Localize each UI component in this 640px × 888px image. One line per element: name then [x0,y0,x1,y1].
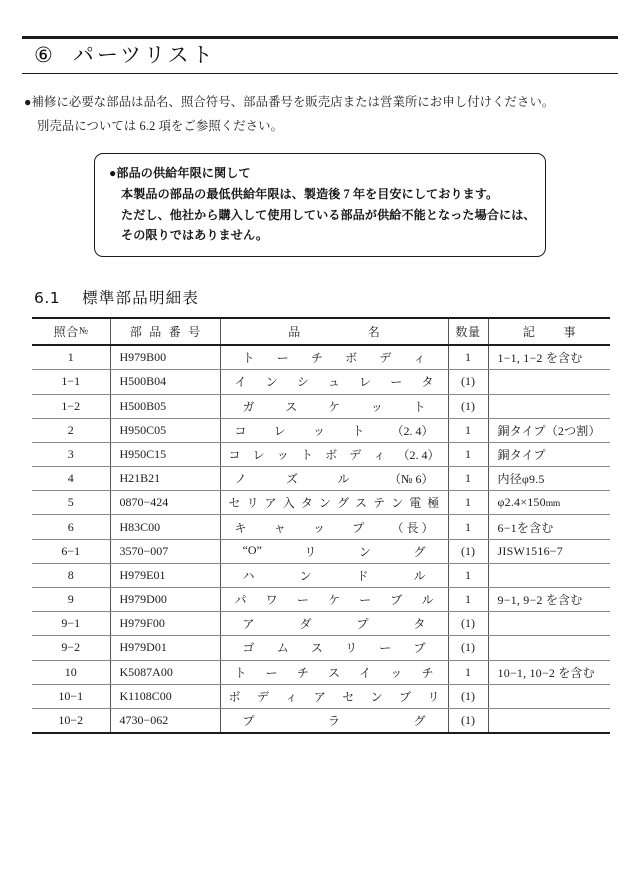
cell-part-number: K1108C00 [110,684,220,708]
part-name-glyph: チ [421,665,434,680]
cell-part-number: 3570−007 [110,539,220,563]
parts-table-wrapper [32,317,610,734]
remarks-text: 銅タイプ（2つ割） [497,423,601,438]
part-name-glyph: ブ [399,689,412,704]
part-name-glyph: リ [427,689,440,704]
cell-part-number: H500B04 [110,370,220,394]
part-name-glyph: セ [342,689,355,704]
cell-ref-no: 9 [32,588,110,612]
part-name-glyph: レ [273,423,286,438]
table-row [32,612,610,636]
part-name-glyph: ー [265,665,278,680]
part-name-glyph: 入 [282,496,295,511]
cell-ref-no: 8 [32,563,110,587]
cell-quantity: 1 [448,418,488,442]
section-number: 6.1 [34,289,61,308]
table-row [32,491,610,515]
cell-ref-no: 10 [32,660,110,684]
cell-part-name [220,467,448,491]
cell-remarks [488,684,610,708]
part-name-glyph: イ [234,375,247,390]
cell-part-name [220,708,448,733]
part-name-glyph: チ [296,665,309,680]
cell-quantity: 1 [448,491,488,515]
cell-part-name [220,539,448,563]
cell-part-number: H83C00 [110,515,220,539]
part-name-glyph: コ [228,447,241,462]
cell-quantity: 1 [448,515,488,539]
cell-quantity: 1 [448,563,488,587]
part-name-glyph: チ [310,351,323,366]
cell-remarks [488,370,610,394]
cell-quantity: 1 [448,345,488,370]
cell-remarks [488,612,610,636]
cell-part-number: H21B21 [110,467,220,491]
part-name-glyph: イ [359,665,372,680]
cell-quantity: (1) [448,539,488,563]
chapter-number: ⑥ [34,43,53,67]
cell-part-number: H979F00 [110,612,220,636]
cell-ref-no: 2 [32,418,110,442]
part-name-glyph: ブ [413,641,426,656]
part-name-glyph: ケ [327,399,340,414]
part-name-glyph: ト [413,399,426,414]
cell-remarks [488,491,610,515]
column-header-ref-no [32,318,110,345]
column-header-name-b: 名 [367,325,380,340]
part-name-glyph: ボ [345,351,358,366]
intro-line-1: ●補修に必要な部品は品名、照合符号、部品番号を販売店または営業所にお申し付けください。 [24,95,555,109]
part-name-glyph: ン [265,375,278,390]
cell-ref-no: 10−1 [32,684,110,708]
part-name-glyph: ダ [299,617,312,632]
cell-part-number: K5087A00 [110,660,220,684]
part-name-glyph: （ 長 ） [391,520,434,535]
notice-line-3: ただし、他社から購入して使用している部品が供給不能となった場合には、 [121,207,536,222]
cell-part-number: H979B00 [110,345,220,370]
cell-part-number: H950C15 [110,442,220,466]
column-header-name-a: 品 [288,325,301,340]
part-name-glyph: ー [379,641,392,656]
table-row [32,345,610,370]
part-name-glyph: （2. 4） [391,423,434,438]
cell-remarks [488,467,610,491]
part-name-glyph: リ [246,496,259,511]
part-name-glyph: ボ [325,447,338,462]
cell-ref-no: 9−2 [32,636,110,660]
cell-part-number: H979E01 [110,563,220,587]
cell-remarks [488,660,610,684]
cell-ref-no: 10−2 [32,708,110,733]
part-name-glyph: ン [370,689,383,704]
column-header-part-no: 部 品 番 号 [110,318,220,345]
part-name-glyph: ス [310,641,323,656]
cell-quantity: 1 [448,442,488,466]
part-name-glyph: ッ [276,447,289,462]
part-name-glyph: 電 [409,496,422,511]
part-name-glyph: （2. 4） [397,447,440,462]
cell-quantity: (1) [448,394,488,418]
cell-part-name [220,491,448,515]
cell-quantity: 1 [448,467,488,491]
cell-ref-no: 3 [32,442,110,466]
cell-part-name [220,660,448,684]
part-name-glyph: グ [413,714,426,729]
part-name-glyph: （№ 6） [389,472,434,487]
part-name-glyph: ン [391,496,404,511]
cell-part-name [220,684,448,708]
cell-part-name [220,612,448,636]
column-header-part-name [220,318,448,345]
remarks-text: 6−1を含む [497,520,554,535]
part-name-glyph: レ [359,375,372,390]
table-row [32,418,610,442]
cell-remarks [488,636,610,660]
part-name-glyph: ラ [327,714,340,729]
part-name-glyph: コ [234,423,247,438]
cell-part-number: 4730−062 [110,708,220,733]
section-title: 標準部品明細表 [82,289,200,308]
cell-quantity: (1) [448,708,488,733]
part-name-glyph: グ [336,496,349,511]
cell-part-name [220,515,448,539]
part-name-glyph: ケ [327,593,340,608]
part-name-glyph: ャ [273,520,286,535]
part-name-glyph: ル [413,568,426,583]
part-name-glyph: 極 [427,496,440,511]
cell-quantity: (1) [448,684,488,708]
cell-quantity: (1) [448,612,488,636]
intro-line-2: 別売品については 6.2 項をご参照ください。 [37,118,284,133]
cell-ref-no: 1 [32,345,110,370]
unit-mm: mm [545,499,560,510]
part-name-glyph: セ [228,496,241,511]
column-header-quantity: 数量 [448,318,488,345]
part-name-glyph: ッ [312,423,325,438]
part-name-glyph: ア [264,496,277,511]
table-row [32,660,610,684]
part-name-glyph: ー [296,593,309,608]
part-name-glyph: ッ [390,665,403,680]
cell-part-name [220,442,448,466]
cell-part-name [220,345,448,370]
remarks-text: φ2.4×150mm [497,495,560,510]
part-name-glyph: シ [296,375,309,390]
part-name-glyph: ル [421,593,434,608]
cell-quantity: 1 [448,660,488,684]
cell-quantity: 1 [448,588,488,612]
remarks-text: 1−1, 1−2 を含む [497,351,583,366]
part-name-glyph: タ [421,375,434,390]
part-name-glyph: キ [234,520,247,535]
part-name-glyph: ア [242,617,255,632]
part-name-glyph: ズ [286,472,299,487]
part-name-glyph: ン [318,496,331,511]
part-name-glyph: タ [413,617,426,632]
remarks-text: JISW1516−7 [497,543,563,558]
part-name-glyph: ボ [228,689,241,704]
cell-part-name [220,394,448,418]
cell-ref-no: 1−2 [32,394,110,418]
notice-line-1: ●部品の供給年限に関して [109,165,251,180]
table-row [32,636,610,660]
cell-remarks [488,345,610,370]
cell-part-name [220,563,448,587]
section-heading [34,286,640,308]
standard-parts-table [32,317,610,734]
part-name-glyph: “O” [242,542,262,557]
part-name-glyph: ワ [265,593,278,608]
cell-remarks [488,708,610,733]
table-row [32,708,610,733]
part-name-glyph: ト [300,447,313,462]
cell-remarks [488,539,610,563]
part-name-glyph: ハ [242,568,255,583]
cell-ref-no: 6 [32,515,110,539]
part-name-glyph: レ [252,447,265,462]
table-row [32,370,610,394]
table-row [32,467,610,491]
table-body [32,345,610,733]
part-name-glyph: ガ [242,399,255,414]
table-header-row [32,318,610,345]
column-header-remarks-a: 記 [522,325,535,340]
part-name-glyph: ス [355,496,368,511]
table-row [32,539,610,563]
chapter-title: パーツリスト [72,43,216,67]
part-name-glyph: ト [242,351,255,366]
notice-line-4: その限りではありません。 [121,228,269,243]
part-name-glyph: パ [234,593,247,608]
part-name-glyph: グ [413,544,426,559]
part-name-glyph: ィ [373,447,386,462]
intro-paragraph [24,91,616,139]
part-name-glyph: ゴ [242,641,255,656]
part-name-glyph: リ [345,641,358,656]
part-name-glyph: ド [356,568,369,583]
part-name-glyph: ー [276,351,289,366]
table-row [32,515,610,539]
part-name-glyph: ス [285,399,298,414]
notice-box-wrapper [0,153,640,257]
part-name-glyph: テ [373,496,386,511]
cell-part-number: H500B05 [110,394,220,418]
chapter-header [22,36,618,74]
part-name-glyph: ー [390,375,403,390]
part-name-glyph: ン [299,568,312,583]
cell-ref-no: 4 [32,467,110,491]
cell-quantity: (1) [448,636,488,660]
part-name-glyph: ッ [370,399,383,414]
cell-part-number: H950C05 [110,418,220,442]
part-name-glyph: ィ [413,351,426,366]
remarks-text: 内径φ9.5 [497,472,545,487]
cell-remarks [488,588,610,612]
table-row [32,442,610,466]
part-name-glyph: ー [359,593,372,608]
column-header-ref-sup: № [78,326,88,337]
cell-remarks [488,442,610,466]
cell-remarks [488,418,610,442]
document-page [0,36,640,888]
cell-part-number: 0870−424 [110,491,220,515]
table-row [32,563,610,587]
column-header-remarks-b: 事 [563,325,576,340]
part-name-glyph: ト [234,665,247,680]
table-row [32,588,610,612]
part-name-glyph: リ [304,544,317,559]
supply-period-notice [94,153,546,257]
notice-line-2: 本製品の部品の最低供給年限は、製造後 7 年を目安にしております。 [121,186,499,201]
part-name-glyph: ア [313,689,326,704]
cell-part-number: H979D00 [110,588,220,612]
table-row [32,684,610,708]
part-name-glyph: デ [379,351,392,366]
cell-remarks [488,515,610,539]
cell-ref-no: 9−1 [32,612,110,636]
cell-ref-no: 1−1 [32,370,110,394]
cell-ref-no: 6−1 [32,539,110,563]
part-name-glyph: デ [349,447,362,462]
remarks-text: 9−1, 9−2 を含む [497,593,583,608]
part-name-glyph: ッ [312,520,325,535]
part-name-glyph: ト [352,423,365,438]
part-name-glyph: ブ [390,593,403,608]
remarks-text: 銅タイプ [497,447,546,462]
part-name-glyph: ュ [327,375,340,390]
part-name-glyph: プ [352,520,365,535]
cell-part-name [220,588,448,612]
column-header-ref-label: 照合 [53,325,79,340]
part-name-glyph: ル [337,472,350,487]
part-name-glyph: ン [358,544,371,559]
part-name-glyph: プ [356,617,369,632]
table-header [32,318,610,345]
table-row [32,394,610,418]
part-name-glyph: ム [276,641,289,656]
cell-remarks [488,394,610,418]
part-name-glyph: ス [327,665,340,680]
part-name-glyph: ィ [285,689,298,704]
cell-ref-no: 5 [32,491,110,515]
part-name-glyph: プ [242,714,255,729]
part-name-glyph: デ [256,689,269,704]
cell-quantity: (1) [448,370,488,394]
remarks-text: 10−1, 10−2 を含む [497,665,595,680]
cell-part-name [220,418,448,442]
column-header-remarks [488,318,610,345]
cell-part-name [220,636,448,660]
part-name-glyph: タ [300,496,313,511]
cell-part-name [220,370,448,394]
cell-part-number: H979D01 [110,636,220,660]
part-name-glyph: ノ [234,472,247,487]
cell-remarks [488,563,610,587]
